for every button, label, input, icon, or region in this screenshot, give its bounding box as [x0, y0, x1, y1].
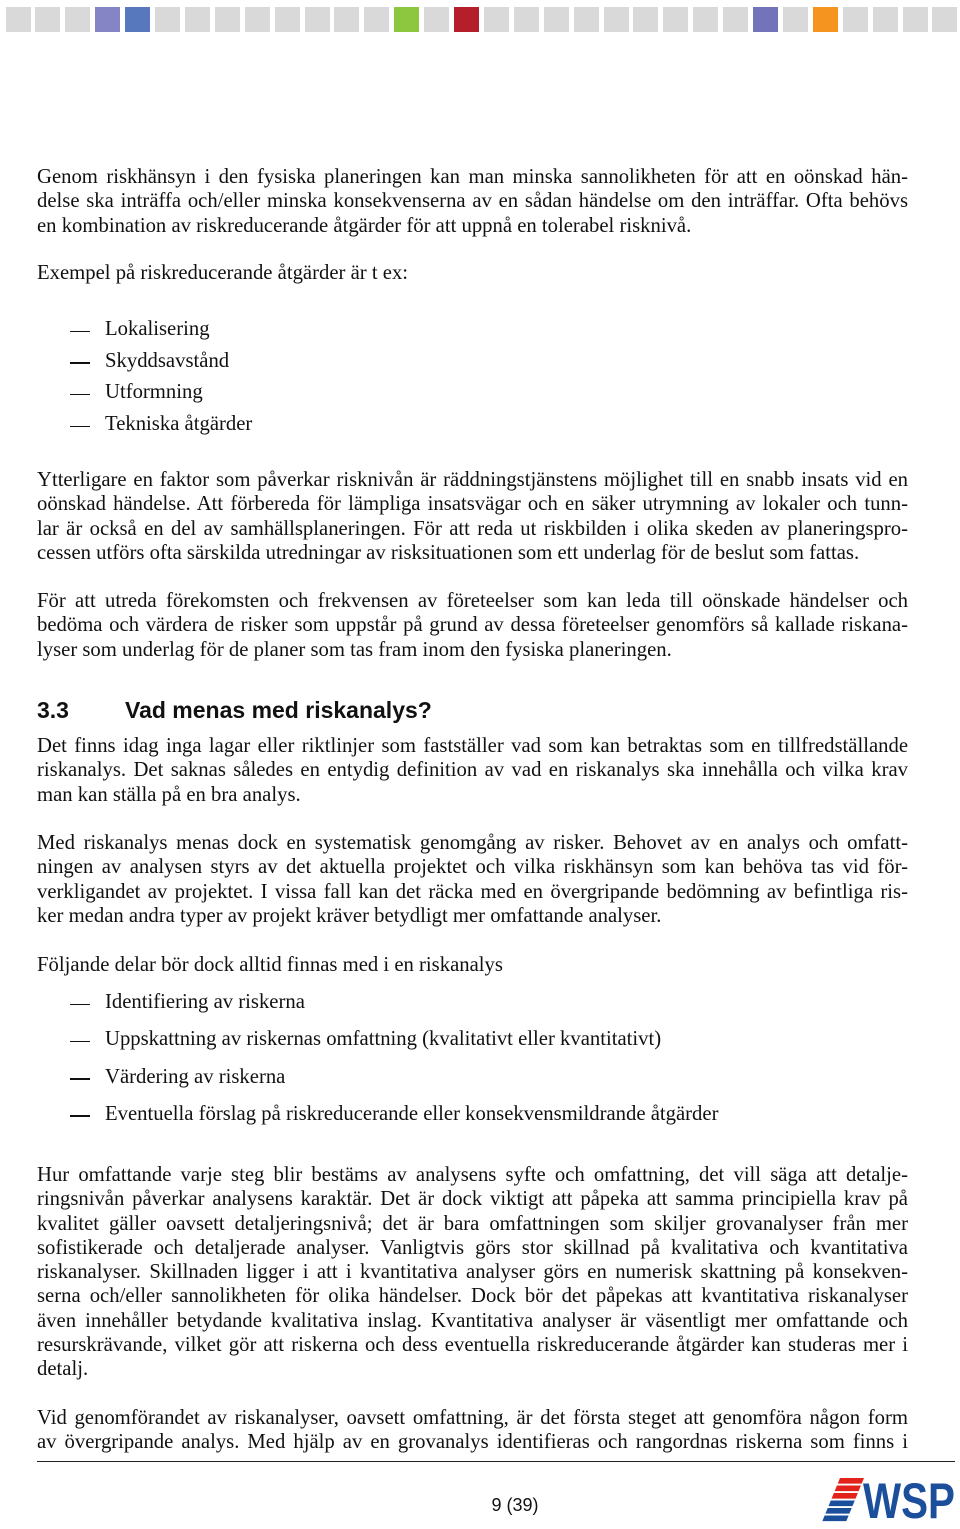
color-swatch: [364, 7, 389, 32]
list-item: [37, 317, 908, 349]
paragraph-line: För att utreda förekomsten och frekvensen av företeelser som kan leda till oönskade händelser och: [37, 590, 908, 612]
list-item: [37, 1065, 908, 1102]
examples-list: [37, 317, 908, 444]
logo-mark-icon: [822, 1478, 864, 1521]
list-item-text: Lokalisering: [105, 318, 210, 340]
color-swatch: [663, 7, 688, 32]
section-heading: [37, 697, 637, 723]
paragraph-line: Med riskanalys menas dock en systematisk genomgång av risker. Behovet av en analys och omfatt-: [37, 832, 908, 854]
color-swatch: [932, 7, 957, 32]
paragraph-line: lar är också en del av samhällsplaneringen. För att reda ut riskbilden i olika skeden av planeringspro-: [37, 517, 908, 540]
paragraph-line: cessen utförs ofta särskilda utredningar av risksituationen som ett underlag för de beslut som fattas.: [37, 541, 860, 564]
color-swatch: [275, 7, 300, 32]
paragraph-line: Hur omfattande varje steg blir bestäms av analysens syfte och omfattning, det vill säga att detalje-: [37, 1164, 908, 1186]
section-title: Vad menas med riskanalys?: [125, 697, 432, 723]
examples-intro: Exempel på riskreducerande åtgärder är t ex:: [37, 262, 409, 284]
color-swatch: [424, 7, 449, 32]
list-item-text: Skyddsavstånd: [105, 349, 230, 372]
color-swatch: [65, 7, 90, 32]
logo-stripe: [835, 1486, 861, 1492]
paragraph-line: riskanalys. Det saknas således en entydig definition av vad en riskanalys ska innehålla och vilka krav: [37, 759, 908, 782]
color-swatch: [185, 7, 210, 32]
color-swatch: [155, 7, 180, 32]
color-swatch: [753, 7, 778, 32]
color-swatch: [873, 7, 898, 32]
footer-divider: [37, 1461, 955, 1462]
logo-wordmark: WSP: [863, 1474, 955, 1526]
paragraph-line: ringsnivån påverkar analysens karaktär. Det är dock viktigt att påpeka att samma principiella krav på: [37, 1188, 908, 1211]
dash-bullet: [70, 426, 90, 427]
paragraph-line: serna och/eller sannolikheten för olika händelser. Dock bör det påpekas att kvantitativa riskanalyser: [37, 1285, 908, 1308]
dash-bullet: [70, 1115, 90, 1116]
color-swatch: [334, 7, 359, 32]
paragraph-line: delse ska inträffa och/eller minska konsekvenserna av en sådan händelse om den inträffar. Ofta behövs: [37, 190, 908, 213]
color-swatch: [843, 7, 868, 32]
paragraph-line: sofistikerade och detaljerade analyser. Vanligtvis görs stor skillnad på kvalitativa och kvantitativa: [37, 1236, 908, 1259]
color-swatch: [693, 7, 718, 32]
paragraph-line: ningen av analysen styrs av det aktuella projektet och vilka riskhänsyn som kan behöva tas vid för-: [37, 856, 908, 879]
section-number: 3.3: [37, 697, 69, 723]
paragraph-line: Genom riskhänsyn i den fysiska planeringen kan man minska sannolikheten för att en oönskad hän-: [37, 166, 908, 188]
logo-stripe: [825, 1508, 851, 1514]
color-swatch: [813, 7, 838, 32]
paragraph-line: av övergripande analys. Med hjälp av en grovanalys identifieras och rangordnas riskerna som finns i: [37, 1431, 908, 1454]
color-swatch: [394, 7, 419, 32]
paragraph-line: lyser som underlag för de planer som tas fram inom den fysiska planeringen.: [37, 638, 672, 661]
color-swatch: [305, 7, 330, 32]
color-swatch: [544, 7, 569, 32]
paragraph-line: bedöma och värdera de risker som uppstår på grund av dessa företeelser genomförs så kallade riskana-: [37, 614, 908, 637]
no-rules-paragraph: [37, 734, 908, 807]
color-swatch: [454, 7, 479, 32]
paragraph-line: även innehåller betydande kvalitativa inslag. Kvantitativa analyser är väsentligt mer omfattande och: [37, 1309, 908, 1332]
color-swatch: [574, 7, 599, 32]
paragraph-line: kvalitet gäller oavsett detaljeringsnivå; det är bara omfattningen som skiljer grovanalyser från mer: [37, 1212, 908, 1235]
color-swatch: [514, 7, 539, 32]
paragraph-line: verkligandet av projektet. I vissa fall kan det räcka med en övergripande bedömning av befintliga ris-: [37, 880, 908, 903]
color-swatch: [633, 7, 658, 32]
list-item: [37, 349, 908, 381]
color-swatch: [6, 7, 31, 32]
color-swatch: [484, 7, 509, 32]
logo-stripe: [822, 1516, 848, 1522]
scope-paragraph: [37, 1163, 908, 1381]
color-swatch: [125, 7, 150, 32]
paragraph-line: riskanalyser. Skillnaden ligger i att i kvantitativa analyser görs en numerisk skattning på konsekven-: [37, 1261, 908, 1283]
color-swatch: [35, 7, 60, 32]
paragraph-line: Vid genomförandet av riskanalyser, oavsett omfattning, är det första steget att genomföra någon form: [37, 1407, 908, 1429]
paragraph-line: detalj.: [37, 1358, 89, 1380]
list-item: [37, 380, 908, 412]
color-swatch: [783, 7, 808, 32]
color-swatch: [723, 7, 748, 32]
list-item-text: Identifiering av riskerna: [105, 991, 305, 1013]
page-number: 9 (39): [491, 1495, 539, 1515]
dash-bullet: [70, 1078, 90, 1079]
paragraph-line: Ytterligare en faktor som påverkar risknivån är räddningstjänstens möjlighet till en snabb insats vid en: [37, 469, 908, 491]
dash-bullet: [70, 394, 90, 395]
investigation-paragraph: [37, 589, 908, 662]
paragraph-line: en kombination av riskreducerande åtgärder för att uppnå en tolerabel risknivå.: [37, 214, 692, 237]
list-item-text: Värdering av riskerna: [105, 1065, 286, 1088]
rescue-paragraph: [37, 468, 908, 565]
color-swatch: [903, 7, 928, 32]
execution-paragraph: [37, 1406, 908, 1455]
dash-bullet: [70, 362, 90, 363]
logo-stripe: [838, 1478, 864, 1484]
intro-paragraph: [37, 165, 908, 238]
components-list: [37, 990, 908, 1139]
list-item-text: Tekniska åtgärder: [105, 413, 253, 436]
paragraph-line: ker medan andra typer av projekt kräver betydligt mer omfattande analyser.: [37, 904, 662, 927]
color-swatch: [95, 7, 120, 32]
logo-stripe: [832, 1493, 858, 1499]
definition-paragraph: [37, 831, 908, 928]
list-item-text: Utformning: [105, 381, 203, 404]
paragraph-line: man kan ställa på en bra analys.: [37, 783, 301, 806]
components-intro: Följande delar bör dock alltid finnas med i en riskanalys: [37, 954, 503, 976]
list-item: [37, 990, 908, 1027]
dash-bullet: [70, 1004, 90, 1005]
paragraph-line: Det finns idag inga lagar eller riktlinjer som fastställer vad som kan betraktas som en tillfredställande: [37, 735, 908, 757]
list-item-text: Eventuella förslag på riskreducerande eller konsekvensmildrande åtgärder: [105, 1102, 719, 1125]
paragraph-line: resurskrävande, vilket gör att riskerna och dess eventuella riskreducerande åtgärder kan studeras mer i: [37, 1333, 908, 1356]
list-item: [37, 1102, 908, 1139]
list-item-text: Uppskattning av riskernas omfattning (kvalitativt eller kvantitativt): [105, 1028, 662, 1051]
wsp-logo: [818, 1474, 958, 1526]
list-item: [37, 412, 908, 444]
logo-stripe: [828, 1501, 854, 1507]
color-bar: [0, 7, 960, 32]
dash-bullet: [70, 1041, 90, 1042]
color-swatch: [215, 7, 240, 32]
list-item: [37, 1027, 908, 1064]
paragraph-line: oönskad händelse. Att förbereda för lämpliga insatsvägar och en säker utrymning av lokaler och tunn-: [37, 493, 908, 516]
color-swatch: [245, 7, 270, 32]
color-swatch: [604, 7, 629, 32]
dash-bullet: [70, 331, 90, 332]
